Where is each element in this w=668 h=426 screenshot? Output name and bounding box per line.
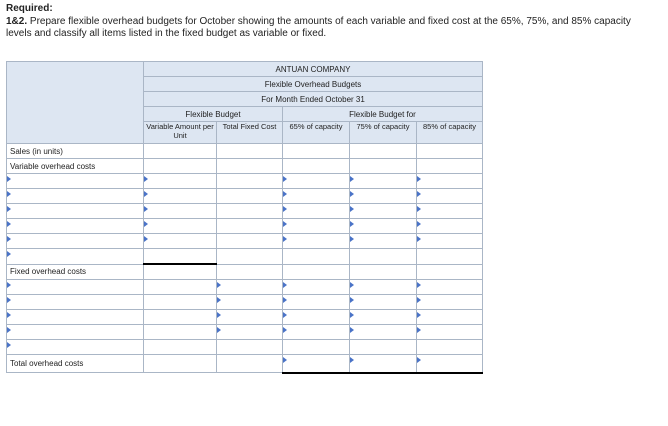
dropdown-arrow-icon[interactable] [283, 236, 287, 242]
variable-subtotal-75-input[interactable] [350, 249, 417, 265]
dropdown-arrow-icon[interactable] [350, 312, 354, 318]
dropdown-arrow-icon[interactable] [217, 327, 221, 333]
dropdown-arrow-icon[interactable] [7, 297, 11, 303]
dropdown-arrow-icon[interactable] [7, 206, 11, 212]
required-heading: Required: [6, 3, 53, 14]
col-65-capacity: 65% of capacity [283, 122, 350, 144]
variable-amount-input[interactable] [144, 189, 217, 204]
dropdown-arrow-icon[interactable] [417, 312, 421, 318]
group-flexible-budget-for: Flexible Budget for [283, 107, 483, 122]
variable-subtotal-label-input[interactable] [7, 249, 144, 265]
variable-subtotal-amount-input[interactable] [144, 249, 217, 265]
fixed-cost-cell [217, 174, 283, 189]
row-variable-overhead [7, 159, 483, 174]
fixed-subtotal-row [7, 340, 483, 355]
dropdown-arrow-icon[interactable] [417, 176, 421, 182]
fixed-subtotal-cost-input[interactable] [217, 340, 283, 355]
dropdown-arrow-icon[interactable] [7, 221, 11, 227]
row-fixed-overhead [7, 264, 483, 280]
company-row [7, 62, 483, 77]
dropdown-arrow-icon[interactable] [417, 206, 421, 212]
fixed-cost-cell [217, 234, 283, 249]
capacity-65-input[interactable] [283, 325, 350, 340]
dropdown-arrow-icon[interactable] [144, 206, 148, 212]
flexible-budget-table [6, 61, 483, 374]
dropdown-arrow-icon[interactable] [283, 312, 287, 318]
variable-item-row [7, 174, 483, 189]
variable-subtotal-row [7, 249, 483, 265]
dropdown-arrow-icon[interactable] [283, 282, 287, 288]
fixed-cost-cell [217, 355, 283, 373]
variable-item-row [7, 189, 483, 204]
variable-amount-cell [144, 280, 217, 295]
dropdown-arrow-icon[interactable] [350, 191, 354, 197]
dropdown-arrow-icon[interactable] [7, 176, 11, 182]
dropdown-arrow-icon[interactable] [283, 221, 287, 227]
row-sales [7, 144, 483, 159]
variable-item-name-input[interactable] [7, 174, 144, 189]
fixed-item-row [7, 280, 483, 295]
row-total-overhead [7, 355, 483, 373]
col-85-capacity: 85% of capacity [417, 122, 483, 144]
variable-item-name-input[interactable] [7, 204, 144, 219]
fixed-cost-cell [217, 204, 283, 219]
fixed-cost-input[interactable] [217, 325, 283, 340]
dropdown-arrow-icon[interactable] [144, 176, 148, 182]
fixed-overhead-label: Fixed overhead costs [7, 264, 144, 280]
header-label-blank [7, 62, 144, 144]
variable-amount-cell [144, 325, 217, 340]
capacity-75-input[interactable] [350, 295, 417, 310]
total-overhead-label: Total overhead costs [7, 355, 144, 373]
fixed-item-name-input[interactable] [7, 295, 144, 310]
variable-item-row [7, 204, 483, 219]
group-flexible-budget: Flexible Budget [144, 107, 283, 122]
dropdown-arrow-icon[interactable] [350, 282, 354, 288]
instruction-body: Prepare flexible overhead budgets for October showing the amounts of each variable and fixed cost at the 65%, 75%, and 85% capacity levels and classify all items listed in the fixed budget as variable or fixed. [6, 16, 631, 39]
variable-amount-input[interactable] [144, 234, 217, 249]
dropdown-arrow-icon[interactable] [350, 327, 354, 333]
variable-overhead-label: Variable overhead costs [7, 159, 144, 174]
fixed-cost-input[interactable] [217, 310, 283, 325]
instruction-prefix: 1&2. [6, 16, 28, 27]
table-title: Flexible Overhead Budgets [144, 77, 483, 92]
dropdown-arrow-icon[interactable] [283, 191, 287, 197]
variable-amount-cell [144, 310, 217, 325]
table-period: For Month Ended October 31 [144, 92, 483, 107]
dropdown-arrow-icon[interactable] [283, 176, 287, 182]
capacity-85-input[interactable] [417, 310, 483, 325]
dropdown-arrow-icon[interactable] [283, 297, 287, 303]
capacity-75-input[interactable] [350, 189, 417, 204]
dropdown-arrow-icon[interactable] [417, 221, 421, 227]
dropdown-arrow-icon[interactable] [417, 357, 421, 363]
dropdown-arrow-icon[interactable] [350, 236, 354, 242]
sales-label: Sales (in units) [7, 144, 144, 159]
variable-amount-input[interactable] [144, 219, 217, 234]
dropdown-arrow-icon[interactable] [283, 357, 287, 363]
capacity-85-input[interactable] [417, 325, 483, 340]
variable-amount-cell [144, 295, 217, 310]
dropdown-arrow-icon[interactable] [283, 327, 287, 333]
capacity-75-input[interactable] [350, 280, 417, 295]
dropdown-arrow-icon[interactable] [217, 312, 221, 318]
dropdown-arrow-icon[interactable] [217, 297, 221, 303]
capacity-85-input[interactable] [417, 219, 483, 234]
capacity-85-input[interactable] [417, 204, 483, 219]
variable-subtotal-85-input[interactable] [417, 249, 483, 265]
variable-item-row [7, 234, 483, 249]
dropdown-arrow-icon[interactable] [417, 191, 421, 197]
fixed-cost-cell [217, 219, 283, 234]
col-total-fixed: Total Fixed Cost [217, 122, 283, 144]
capacity-65-input[interactable] [283, 204, 350, 219]
fixed-subtotal-65-input[interactable] [283, 340, 350, 355]
capacity-85-input[interactable] [417, 234, 483, 249]
dropdown-arrow-icon[interactable] [417, 282, 421, 288]
dropdown-arrow-icon[interactable] [144, 236, 148, 242]
variable-item-name-input[interactable] [7, 234, 144, 249]
capacity-65-input[interactable] [283, 310, 350, 325]
fixed-cost-cell [217, 249, 283, 265]
dropdown-arrow-icon[interactable] [350, 357, 354, 363]
total-75-input[interactable] [350, 355, 417, 373]
dropdown-arrow-icon[interactable] [350, 176, 354, 182]
dropdown-arrow-icon[interactable] [144, 191, 148, 197]
variable-item-name-input[interactable] [7, 219, 144, 234]
dropdown-arrow-icon[interactable] [417, 297, 421, 303]
fixed-cost-input[interactable] [217, 295, 283, 310]
dropdown-arrow-icon[interactable] [417, 327, 421, 333]
capacity-65-input[interactable] [283, 174, 350, 189]
variable-amount-cell [144, 355, 217, 373]
capacity-65-input[interactable] [283, 280, 350, 295]
capacity-75-input[interactable] [350, 325, 417, 340]
col-variable-amount: Variable Amount per Unit [144, 122, 217, 144]
total-65-input[interactable] [283, 355, 350, 373]
fixed-subtotal-75-input[interactable] [350, 340, 417, 355]
dropdown-arrow-icon[interactable] [350, 297, 354, 303]
fixed-subtotal-label-input[interactable] [7, 340, 144, 355]
capacity-65-input[interactable] [283, 295, 350, 310]
capacity-85-input[interactable] [417, 189, 483, 204]
col-75-capacity: 75% of capacity [350, 122, 417, 144]
dropdown-arrow-icon[interactable] [7, 342, 11, 348]
capacity-75-input[interactable] [350, 204, 417, 219]
fixed-item-name-input[interactable] [7, 325, 144, 340]
dropdown-arrow-icon[interactable] [7, 312, 11, 318]
fixed-subtotal-85-input[interactable] [417, 340, 483, 355]
variable-amount-input[interactable] [144, 174, 217, 189]
fixed-item-name-input[interactable] [7, 280, 144, 295]
dropdown-arrow-icon[interactable] [283, 206, 287, 212]
capacity-75-input[interactable] [350, 234, 417, 249]
dropdown-arrow-icon[interactable] [7, 236, 11, 242]
dropdown-arrow-icon[interactable] [217, 282, 221, 288]
total-85-input[interactable] [417, 355, 483, 373]
capacity-85-input[interactable] [417, 295, 483, 310]
variable-item-name-input[interactable] [7, 189, 144, 204]
variable-item-row [7, 219, 483, 234]
capacity-65-input[interactable] [283, 189, 350, 204]
variable-amount-input[interactable] [144, 204, 217, 219]
dropdown-arrow-icon[interactable] [7, 191, 11, 197]
dropdown-arrow-icon[interactable] [350, 206, 354, 212]
dropdown-arrow-icon[interactable] [7, 282, 11, 288]
dropdown-arrow-icon[interactable] [350, 221, 354, 227]
fixed-item-row [7, 310, 483, 325]
fixed-cost-cell [217, 189, 283, 204]
fixed-item-row [7, 295, 483, 310]
capacity-75-input[interactable] [350, 310, 417, 325]
variable-subtotal-65-input[interactable] [283, 249, 350, 265]
fixed-item-row [7, 325, 483, 340]
fixed-cost-input[interactable] [217, 280, 283, 295]
capacity-75-input[interactable] [350, 174, 417, 189]
capacity-85-input[interactable] [417, 174, 483, 189]
capacity-85-input[interactable] [417, 280, 483, 295]
dropdown-arrow-icon[interactable] [417, 236, 421, 242]
dropdown-arrow-icon[interactable] [144, 221, 148, 227]
fixed-item-name-input[interactable] [7, 310, 144, 325]
dropdown-arrow-icon[interactable] [7, 327, 11, 333]
instruction-text [6, 16, 646, 40]
dropdown-arrow-icon[interactable] [7, 251, 11, 257]
variable-amount-cell [144, 340, 217, 355]
company-name: ANTUAN COMPANY [144, 62, 483, 77]
capacity-65-input[interactable] [283, 219, 350, 234]
capacity-75-input[interactable] [350, 219, 417, 234]
capacity-65-input[interactable] [283, 234, 350, 249]
